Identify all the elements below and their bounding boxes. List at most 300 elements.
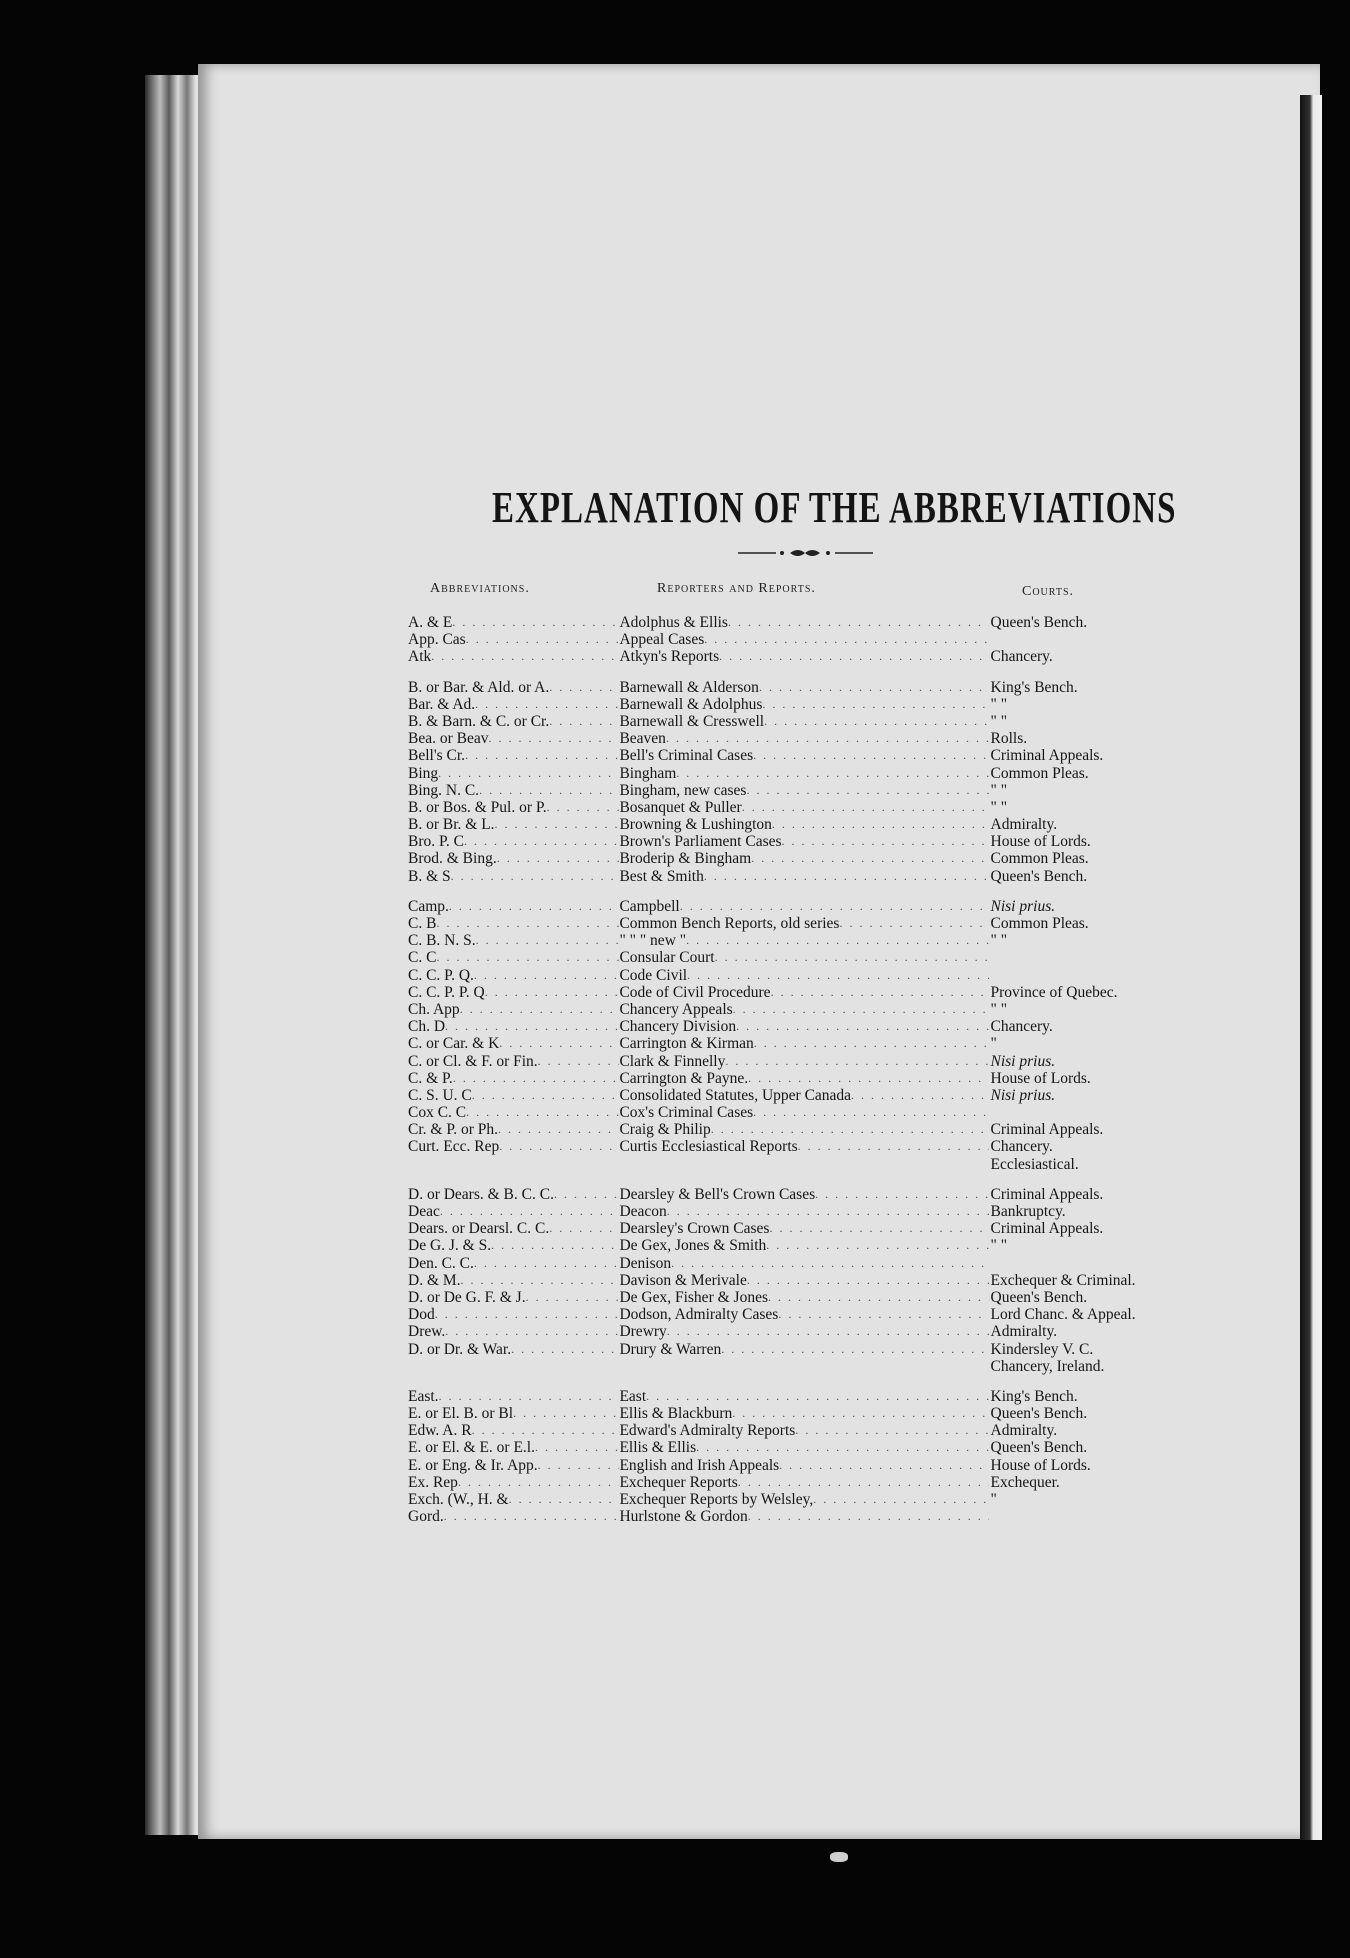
court-name-text: " (990, 1491, 997, 1508)
abbreviation (408, 932, 619, 949)
header-courts: Courts. (1022, 584, 1075, 599)
court-name-text: Chancery. (990, 1018, 1053, 1036)
leader-dots (728, 614, 989, 631)
abbreviation-text: B. or Bos. & Pul. or P. (408, 798, 547, 816)
leader-dots (549, 713, 619, 730)
leader-dots (499, 1035, 619, 1052)
abbreviation-text: C. B (408, 915, 437, 932)
court-name (989, 833, 1189, 850)
leader-dots (738, 1474, 989, 1491)
abbreviation-text: C. & P. (408, 1069, 453, 1087)
entry-row (408, 868, 1188, 885)
title-ornament (738, 547, 873, 559)
entry-row (408, 648, 1188, 665)
leader-dots (719, 648, 988, 665)
leader-dots (711, 1121, 989, 1138)
court-name (989, 782, 1189, 799)
abbreviation (408, 949, 619, 966)
court-name-text: House of Lords. (990, 1456, 1091, 1474)
report-name-text: Best & Smith (619, 867, 704, 885)
court-name-text: Criminal Appeals. (990, 1220, 1104, 1238)
court-name-text: Chancery, Ireland. (990, 1357, 1105, 1375)
report-name-text: Davison & Merivale (619, 1271, 747, 1289)
report-name-text: De Gex, Fisher & Jones (619, 1288, 768, 1306)
court-name (989, 1306, 1189, 1323)
report-name-text: East (619, 1387, 647, 1405)
leader-dots (754, 1035, 989, 1052)
entry-row (408, 1358, 1188, 1375)
court-name (989, 1220, 1189, 1237)
entry-row (408, 679, 1188, 696)
report-name (619, 1306, 988, 1323)
abbreviation (408, 730, 619, 747)
entry-row (408, 747, 1188, 764)
report-name (619, 614, 988, 631)
abbreviation-text: App. Cas (408, 631, 466, 649)
report-name (619, 713, 988, 730)
court-name (989, 747, 1189, 764)
report-name-text: Exchequer Reports by Welsley, (619, 1491, 814, 1508)
leader-dots (769, 1220, 988, 1237)
court-name-text: Admiralty. (990, 816, 1058, 834)
abbreviation-text: Bing. N. C. (408, 781, 480, 799)
court-name-text: Queen's Bench. (990, 1405, 1088, 1423)
report-name (619, 915, 988, 932)
court-name (989, 1422, 1189, 1439)
leader-dots (779, 1457, 988, 1474)
court-name (989, 1138, 1189, 1155)
entry-row (408, 1341, 1188, 1358)
abbreviation (408, 1457, 619, 1474)
court-name (989, 1237, 1189, 1254)
court-name-text: Nisi prius. (990, 1086, 1056, 1104)
report-name (619, 1237, 988, 1254)
entry-row (408, 1156, 1188, 1173)
leader-dots (839, 915, 988, 932)
entry-group (408, 898, 1188, 1173)
leader-dots (435, 1306, 620, 1323)
court-name (989, 1323, 1189, 1340)
leader-dots (472, 1422, 620, 1439)
abbreviation (408, 1203, 619, 1220)
court-name (989, 1405, 1189, 1422)
abbreviation-text: A. & E (408, 614, 453, 631)
report-name (619, 1508, 988, 1525)
abbreviation (408, 1121, 619, 1138)
court-name-text: House of Lords. (990, 833, 1091, 851)
report-name-text: Bingham (619, 764, 677, 782)
report-name (619, 1388, 988, 1405)
report-name (619, 1341, 988, 1358)
abbreviation-text: D. or De G. F. & J. (408, 1288, 526, 1306)
abbreviation-text: Brod. & Bing. (408, 850, 497, 868)
entry-group (408, 1186, 1188, 1375)
report-name-text: Dearsley's Crown Cases (619, 1220, 770, 1238)
leader-dots (762, 696, 988, 713)
abbreviation-text: Camp. (408, 897, 449, 915)
court-name (989, 1070, 1189, 1087)
entry-row (408, 614, 1188, 631)
entry-row (408, 713, 1188, 730)
abbreviation-text: D. or Dr. & War. (408, 1340, 512, 1358)
leader-dots (472, 1087, 620, 1104)
entry-row (408, 1220, 1188, 1237)
abbreviation-text: Ch. D (408, 1018, 446, 1036)
court-name (989, 1289, 1189, 1306)
court-name-text: Criminal Appeals. (990, 1121, 1104, 1139)
abbreviation-text: C. C. P. P. Q (408, 983, 485, 1001)
report-name-text: Barnewall & Alderson (619, 678, 759, 696)
report-name-text: Edward's Admiralty Reports (619, 1422, 796, 1440)
court-name-text: Bankruptcy. (990, 1203, 1066, 1220)
court-name (989, 898, 1189, 915)
report-name (619, 949, 988, 966)
abbreviation (408, 679, 619, 696)
entry-row (408, 1203, 1188, 1220)
abbreviation-text: C. or Car. & K (408, 1035, 500, 1053)
leader-dots (795, 1422, 988, 1439)
leader-dots (535, 1439, 619, 1456)
leader-dots (461, 1272, 620, 1289)
leader-dots (813, 1491, 988, 1508)
entry-row (408, 984, 1188, 1001)
leader-dots (721, 1341, 988, 1358)
leader-dots (445, 1018, 619, 1035)
report-name (619, 1138, 988, 1155)
court-name-text: Queen's Bench. (990, 867, 1088, 885)
abbreviation (408, 1255, 619, 1272)
court-name-text: " (990, 1035, 997, 1053)
entry-row (408, 1053, 1188, 1070)
entry-row (408, 1289, 1188, 1306)
court-name-text: House of Lords. (990, 1069, 1091, 1087)
abbreviation (408, 1474, 619, 1491)
leader-dots (815, 1186, 988, 1203)
court-name (989, 1087, 1189, 1104)
leader-dots (751, 850, 988, 867)
report-name-text: Bingham, new cases (619, 781, 747, 799)
page-title: EXPLANATION OF THE ABBREVIATIONS (492, 484, 1177, 533)
report-name-text: Browning & Lushington (619, 816, 772, 834)
report-name-text: Consular Court (619, 949, 715, 967)
report-name (619, 1121, 988, 1138)
court-name (989, 915, 1189, 932)
leader-dots (511, 1341, 619, 1358)
leader-dots (549, 679, 619, 696)
abbreviation (408, 1405, 619, 1422)
court-name-text: Lord Chanc. & Appeal. (990, 1306, 1136, 1324)
entry-row (408, 782, 1188, 799)
abbreviation (408, 1323, 619, 1340)
leader-dots (782, 833, 989, 850)
leader-dots (764, 713, 988, 730)
header-abbreviations: Abbreviations. (430, 581, 530, 596)
report-name (619, 1070, 988, 1087)
abbreviation-text: De G. J. & S. (408, 1237, 492, 1255)
report-name (619, 1001, 988, 1018)
report-name-text: De Gex, Jones & Smith (619, 1237, 767, 1255)
entry-row (408, 631, 1188, 648)
abbreviation-text: C. C (408, 949, 437, 967)
abbreviation-text: C. or Cl. & F. or Fin. (408, 1052, 538, 1070)
leader-dots (772, 816, 989, 833)
abbreviation (408, 696, 619, 713)
entry-row (408, 833, 1188, 850)
abbreviation (408, 614, 619, 631)
leader-dots (495, 816, 620, 833)
abbreviation-text: Cox C. C (408, 1104, 467, 1122)
leader-dots (704, 868, 989, 885)
report-name (619, 1422, 988, 1439)
court-name-text: King's Bench. (990, 678, 1078, 696)
report-name (619, 1272, 988, 1289)
leader-dots (485, 984, 620, 1001)
abbreviation-text: Cr. & P. or Ph. (408, 1121, 499, 1139)
court-name-text: Chancery. (990, 648, 1053, 666)
abbreviation-text: Dod (408, 1306, 435, 1324)
court-name (989, 1156, 1189, 1173)
leader-dots (547, 799, 620, 816)
leader-dots (715, 949, 989, 966)
court-name-text: Queen's Bench. (990, 1439, 1088, 1457)
entry-row (408, 730, 1188, 747)
court-name (989, 799, 1189, 816)
leader-dots (732, 1405, 988, 1422)
report-name (619, 816, 988, 833)
leader-dots (466, 1104, 619, 1121)
leader-dots (667, 1323, 989, 1340)
court-name-text: Chancery. (990, 1138, 1053, 1156)
entry-row (408, 1087, 1188, 1104)
court-name-text: Exchequer. (990, 1473, 1060, 1491)
report-name-text: Adolphus & Ellis (619, 614, 728, 631)
entry-row (408, 1018, 1188, 1035)
abbreviation-text: Atk (408, 648, 432, 666)
abbreviation (408, 1053, 619, 1070)
court-name-text: Queen's Bench. (990, 1288, 1088, 1306)
court-name (989, 1203, 1189, 1220)
abbreviation-text: E. or El. & E. or E.l. (408, 1439, 535, 1457)
court-name (989, 1018, 1189, 1035)
entry-row (408, 1439, 1188, 1456)
entry-row (408, 1035, 1188, 1052)
court-name (989, 932, 1189, 949)
report-name (619, 696, 988, 713)
court-name (989, 1053, 1189, 1070)
court-name-text: " " (990, 798, 1008, 816)
court-name (989, 1457, 1189, 1474)
report-name (619, 1104, 988, 1121)
report-name-text: Chancery Division (619, 1018, 737, 1036)
abbreviation (408, 1491, 619, 1508)
abbreviation-text: E. or Eng. & Ir. App. (408, 1456, 538, 1474)
court-name-text: Common Pleas. (990, 764, 1089, 782)
court-name-text: Admiralty. (990, 1323, 1058, 1341)
leader-dots (778, 1306, 988, 1323)
report-name-text: Denison (619, 1254, 672, 1272)
leader-dots (538, 1053, 620, 1070)
abbreviation-text: D. or Dears. & B. C. C. (408, 1185, 554, 1203)
report-name-text: Hurlstone & Gordon (619, 1508, 748, 1526)
court-name (989, 1474, 1189, 1491)
leader-dots (476, 932, 620, 949)
abbreviation-text: Bro. P. C (408, 833, 464, 851)
abbreviation (408, 648, 619, 665)
entry-row (408, 1104, 1188, 1121)
abbreviation-text: B. or Br. & L. (408, 816, 495, 834)
leader-dots (771, 984, 989, 1001)
leader-dots (431, 648, 619, 665)
report-name (619, 1087, 988, 1104)
court-name (989, 1272, 1189, 1289)
court-name (989, 850, 1189, 867)
abbreviation (408, 850, 619, 867)
abbreviation (408, 1035, 619, 1052)
entry-group (408, 614, 1188, 666)
abbreviation-text: Bar. & Ad. (408, 695, 476, 713)
entry-row (408, 915, 1188, 932)
leader-dots (687, 967, 988, 984)
abbreviation (408, 747, 619, 764)
entry-row (408, 1457, 1188, 1474)
abbreviation (408, 915, 619, 932)
leader-dots (475, 696, 619, 713)
court-name-text: " " (990, 781, 1008, 799)
entry-row (408, 799, 1188, 816)
leader-dots (466, 631, 620, 648)
abbreviation (408, 1018, 619, 1035)
abbreviation (408, 816, 619, 833)
facing-page-edge (1300, 95, 1322, 1840)
abbreviation (408, 833, 619, 850)
court-name (989, 679, 1189, 696)
report-name (619, 967, 988, 984)
report-name (619, 984, 988, 1001)
leader-dots (509, 1491, 620, 1508)
entry-row (408, 1186, 1188, 1203)
court-name-text: Nisi prius. (990, 897, 1056, 915)
report-name-text: Craig & Philip (619, 1121, 711, 1139)
scan-artifact (830, 1852, 848, 1862)
court-name-text: Ecclesiastical. (990, 1155, 1079, 1173)
abbreviation-text: Ch. App (408, 1000, 460, 1018)
leader-dots (465, 747, 619, 764)
leader-dots (452, 614, 619, 631)
abbreviation (408, 1104, 619, 1121)
court-name-text: Queen's Bench. (990, 614, 1088, 631)
leader-dots (439, 1388, 620, 1405)
abbreviation (408, 1508, 619, 1525)
leader-dots (646, 1388, 988, 1405)
entry-row (408, 1306, 1188, 1323)
leader-dots (725, 1053, 988, 1070)
report-name (619, 868, 988, 885)
leader-dots (538, 1457, 620, 1474)
entry-row (408, 765, 1188, 782)
leader-dots (759, 679, 989, 696)
abbreviation-text: B. & S (408, 867, 451, 885)
report-name-text: English and Irish Appeals (619, 1456, 780, 1474)
abbreviation (408, 631, 619, 648)
entry-row (408, 967, 1188, 984)
leader-dots (479, 782, 619, 799)
leader-dots (460, 1001, 620, 1018)
report-name (619, 1323, 988, 1340)
court-name-text: Criminal Appeals. (990, 1185, 1104, 1203)
leader-dots (676, 765, 988, 782)
leader-dots (491, 1237, 619, 1254)
abbreviation (408, 1388, 619, 1405)
court-name-text: " " (990, 932, 1008, 950)
court-name (989, 696, 1189, 713)
leader-dots (554, 1186, 620, 1203)
court-name (989, 816, 1189, 833)
abbreviation-text: Drew. (408, 1323, 446, 1341)
leader-dots (768, 1289, 989, 1306)
leader-dots (746, 782, 988, 799)
abbreviation-text: Curt. Ecc. Rep (408, 1138, 500, 1156)
leader-dots (444, 1508, 620, 1525)
court-name-text: Common Pleas. (990, 915, 1089, 932)
leader-dots (736, 1018, 988, 1035)
abbreviation (408, 967, 619, 984)
court-name-text: Admiralty. (990, 1422, 1058, 1440)
report-name (619, 782, 988, 799)
court-name (989, 1491, 1189, 1508)
court-name-text: " " (990, 1237, 1008, 1255)
abbreviation-text: D. & M. (408, 1271, 461, 1289)
report-name (619, 1289, 988, 1306)
abbreviation-text: C. C. P. Q. (408, 966, 474, 984)
report-name-text: Dearsley & Bell's Crown Cases (619, 1185, 816, 1203)
court-name (989, 765, 1189, 782)
leader-dots (440, 1203, 620, 1220)
court-name (989, 713, 1189, 730)
report-name (619, 1053, 988, 1070)
abbreviation (408, 1306, 619, 1323)
leader-dots (851, 1087, 988, 1104)
leader-dots (526, 1289, 620, 1306)
leader-dots (733, 1001, 989, 1018)
abbreviation (408, 1070, 619, 1087)
entry-row (408, 1070, 1188, 1087)
court-name-text: " " (990, 1000, 1008, 1018)
abbreviation-text: B. or Bar. & Ald. or A. (408, 678, 550, 696)
entry-row (408, 1405, 1188, 1422)
report-name-text: Chancery Appeals (619, 1000, 733, 1018)
report-name-text: Deacon (619, 1203, 667, 1220)
entry-row (408, 949, 1188, 966)
entry-row (408, 1508, 1188, 1525)
report-name-text: Beaven (619, 730, 666, 748)
abbreviation (408, 1186, 619, 1203)
abbreviation (408, 1439, 619, 1456)
report-name-text: Cox's Criminal Cases (619, 1104, 754, 1122)
abbreviation-text: C. B. N. S. (408, 932, 476, 950)
leader-dots (488, 730, 619, 747)
report-name (619, 898, 988, 915)
report-name (619, 765, 988, 782)
abbreviation (408, 782, 619, 799)
book-page-edges (145, 75, 205, 1835)
abbreviation (408, 1341, 619, 1358)
court-name (989, 1341, 1189, 1358)
abbreviation (408, 1272, 619, 1289)
report-name (619, 850, 988, 867)
leader-dots (451, 868, 620, 885)
leader-dots (742, 799, 989, 816)
report-name-text: Drury & Warren (619, 1340, 722, 1358)
